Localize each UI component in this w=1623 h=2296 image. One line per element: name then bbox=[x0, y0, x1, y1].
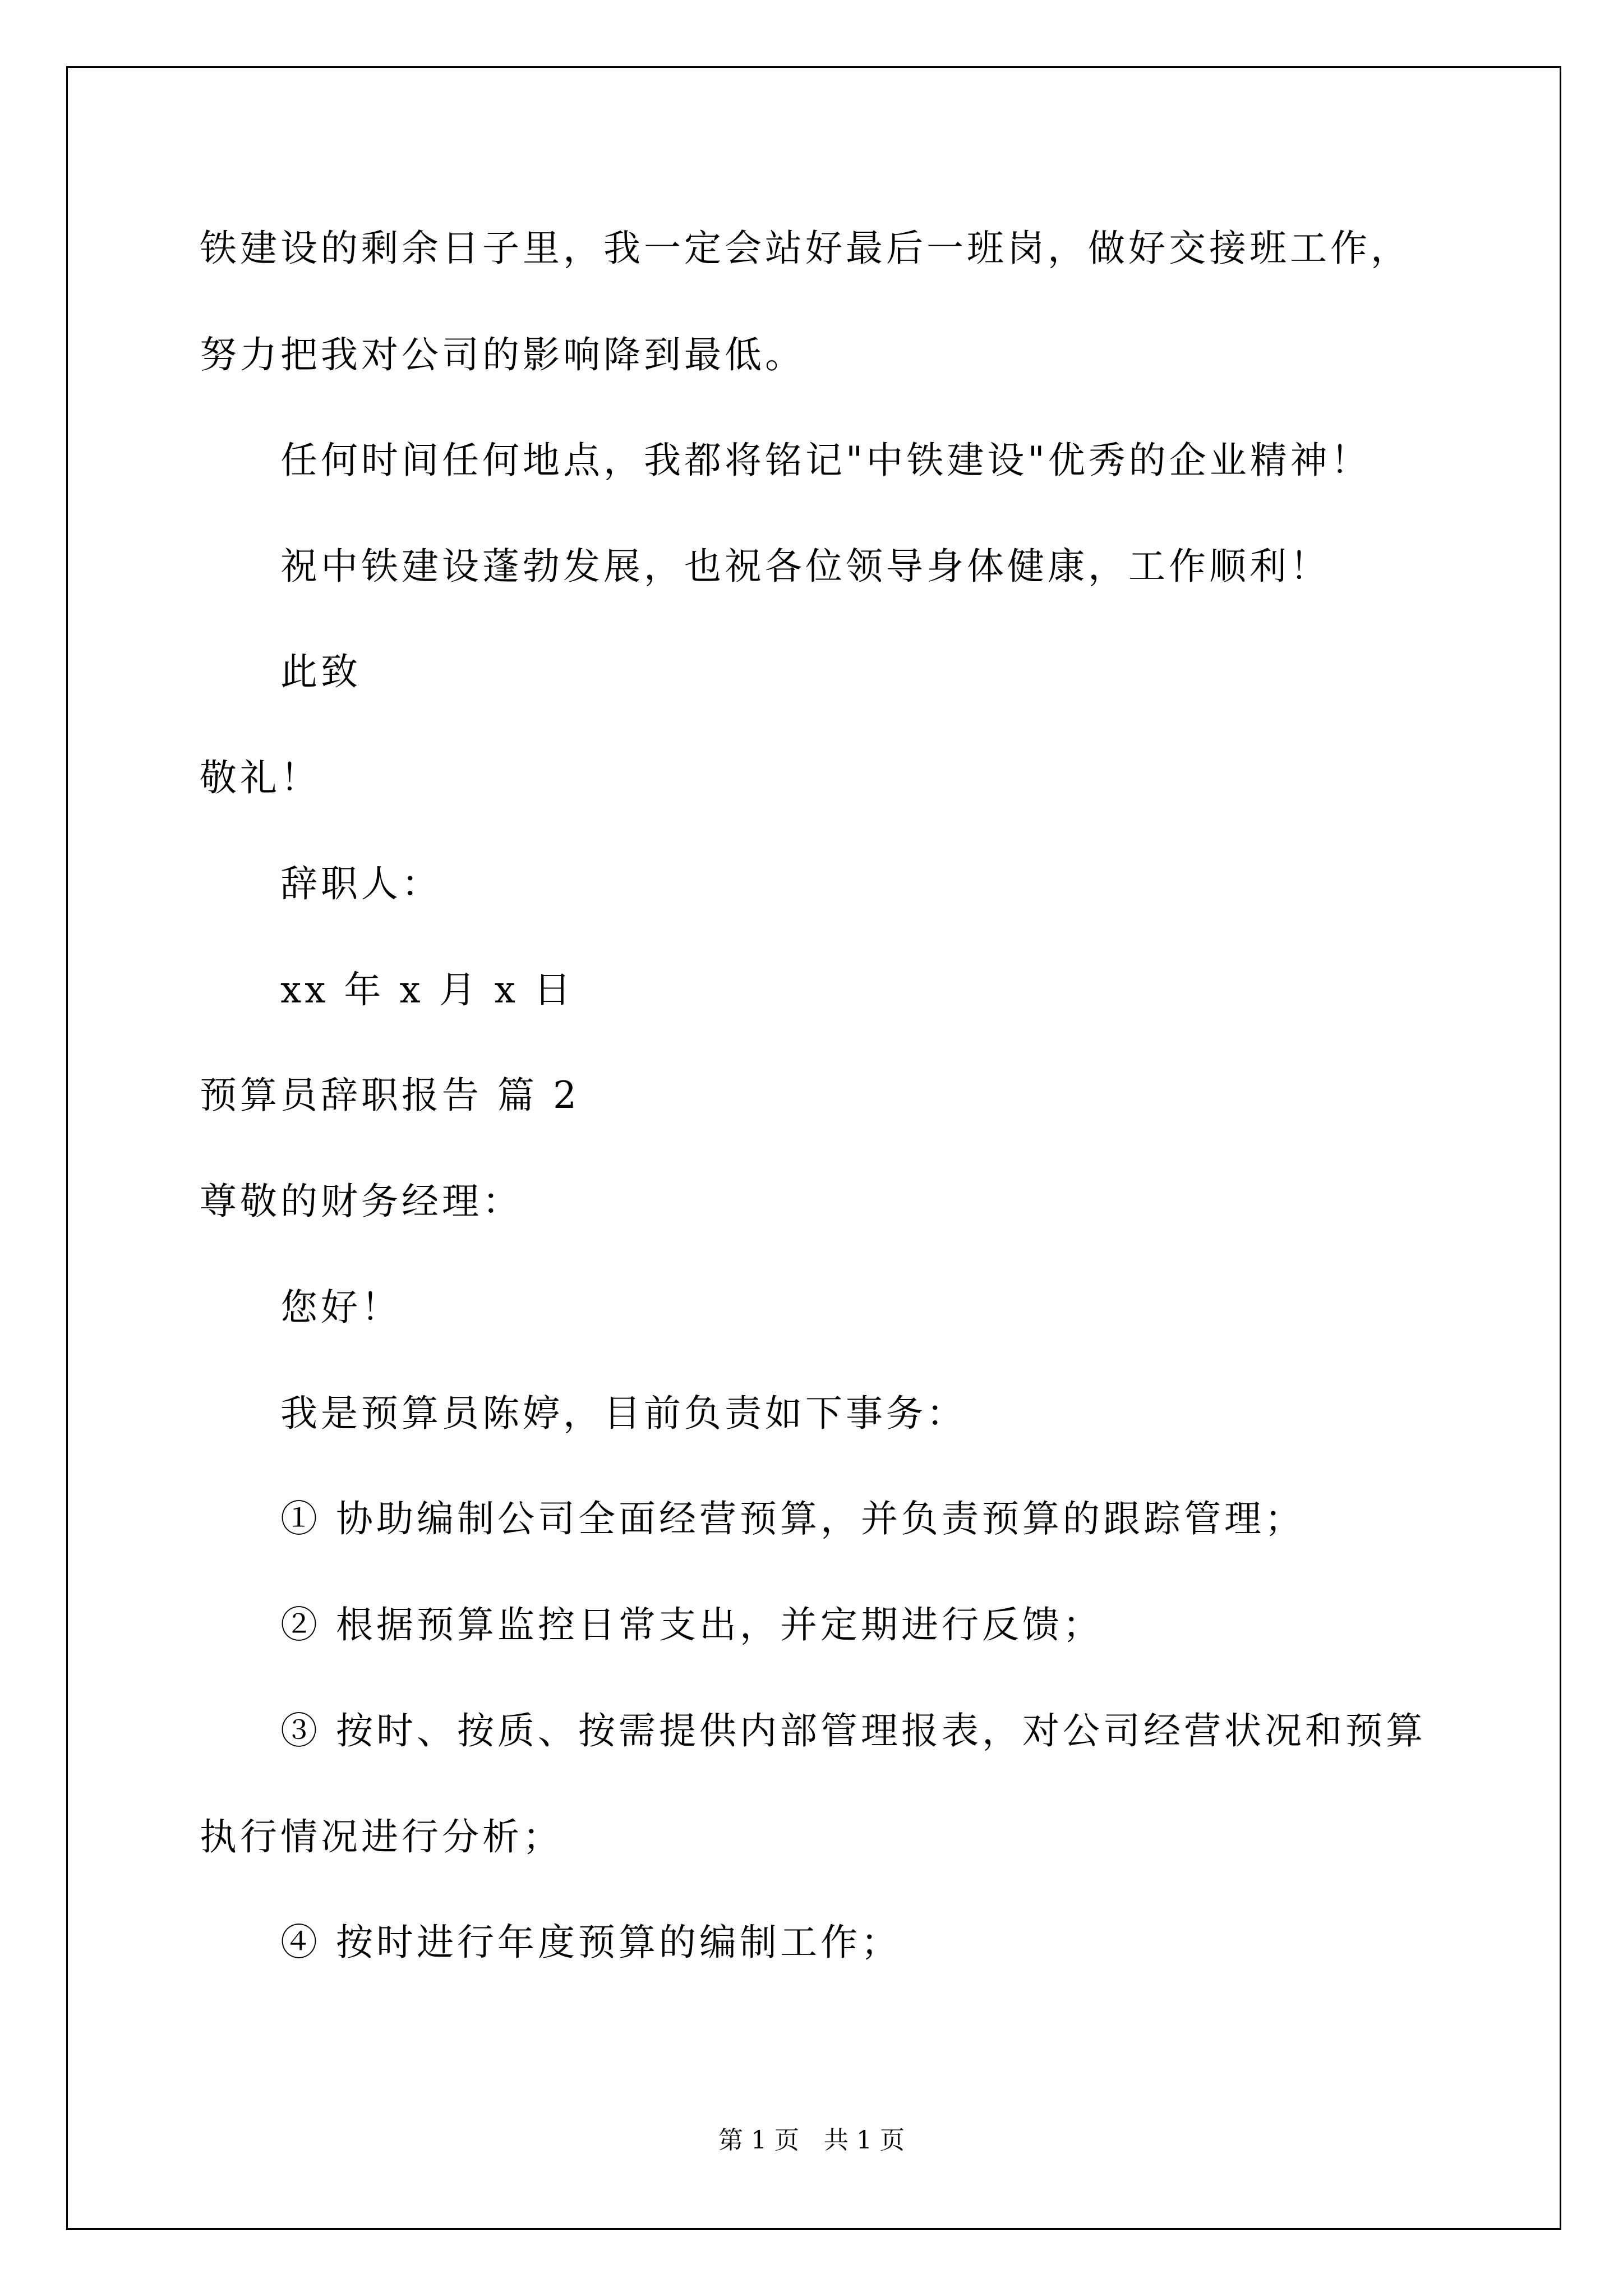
intro-line: 我是预算员陈婷，目前负责如下事务： bbox=[280, 1392, 967, 1435]
duty-item-3: ③ 按时、按质、按需提供内部管理报表，对公司经营状况和预算 bbox=[280, 1709, 1426, 1752]
body-line-4: 祝中铁建设蓬勃发展，也祝各位领导身体健康，工作顺利！ bbox=[280, 545, 1330, 588]
page-number-footer: 第 1 页 共 1 页 bbox=[718, 2126, 905, 2155]
page-border bbox=[66, 66, 1561, 2230]
duty-item-3-continued: 执行情况进行分析； bbox=[200, 1815, 563, 1858]
body-line-2: 努力把我对公司的影响降到最低。 bbox=[200, 333, 805, 376]
section-heading: 预算员辞职报告 篇 2 bbox=[200, 1074, 580, 1117]
body-line-1: 铁建设的剩余日子里，我一定会站好最后一班岗，做好交接班工作， bbox=[200, 227, 1411, 270]
date-line: xx 年 x 月 x 日 bbox=[280, 968, 574, 1011]
signature-label: 辞职人： bbox=[280, 862, 442, 905]
duty-item-1: ① 协助编制公司全面经营预算，并负责预算的跟踪管理； bbox=[280, 1497, 1305, 1540]
duty-item-2: ② 根据预算监控日常支出，并定期进行反馈； bbox=[280, 1603, 1103, 1646]
closing-salutation-1: 此致 bbox=[280, 650, 361, 693]
recipient-line: 尊敬的财务经理： bbox=[200, 1180, 523, 1223]
body-line-3: 任何时间任何地点，我都将铭记"中铁建设"优秀的企业精神！ bbox=[280, 439, 1371, 482]
closing-salutation-2: 敬礼！ bbox=[200, 756, 321, 799]
duty-item-4: ④ 按时进行年度预算的编制工作； bbox=[280, 1921, 901, 1964]
greeting-line: 您好！ bbox=[280, 1286, 402, 1329]
